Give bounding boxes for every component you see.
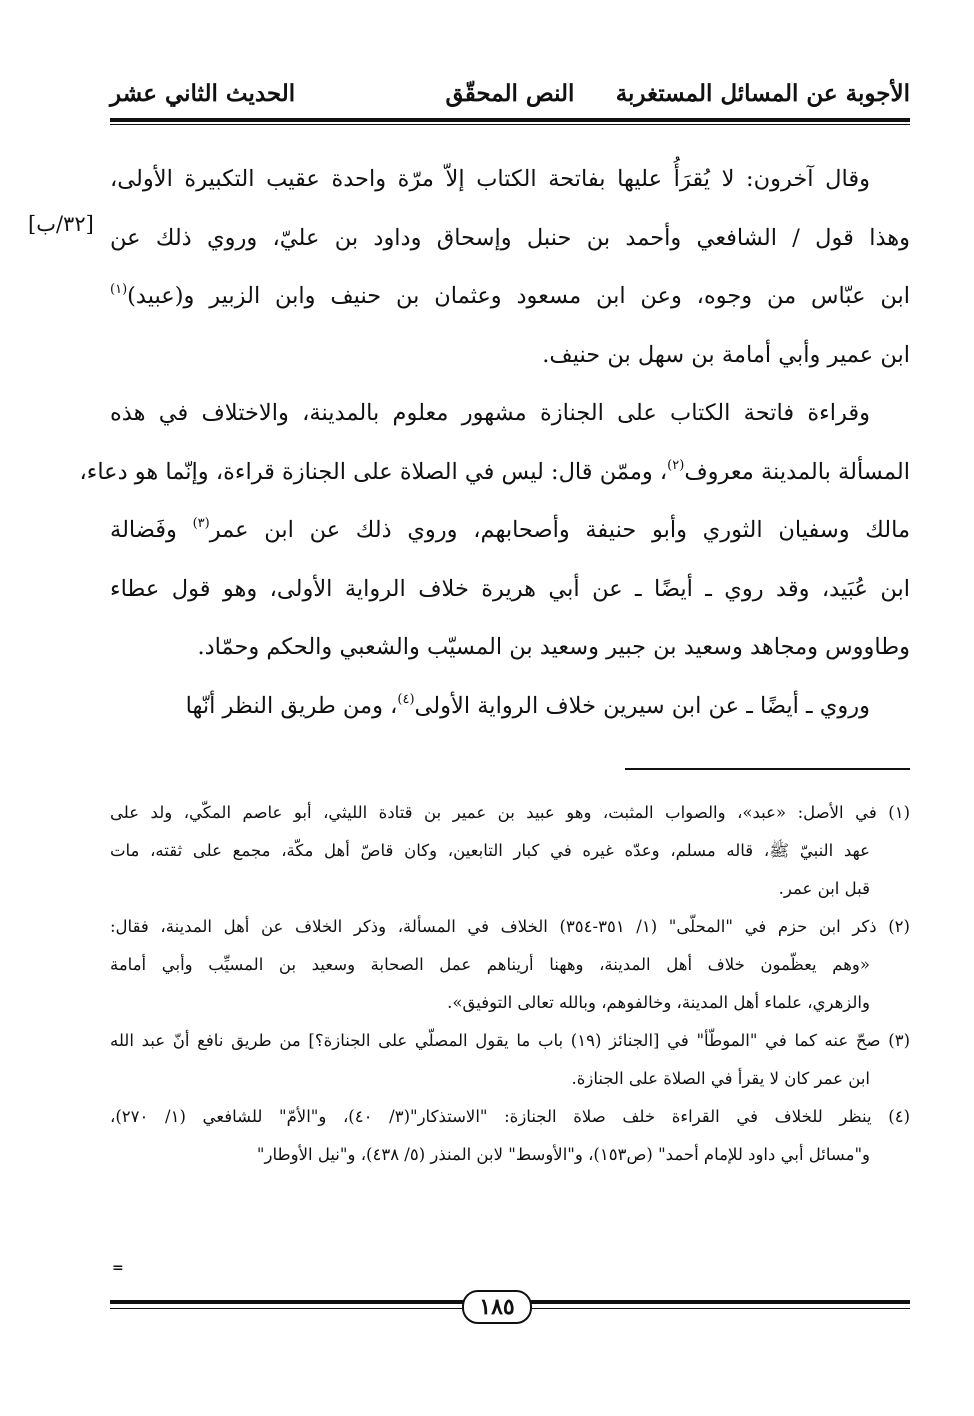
footnote-ref: (١) — [110, 282, 128, 297]
text-line: ابن عبّاس من وجوه، وعن ابن مسعود وعثمان بن حنيف وابن الزبير و(عبيد)$^{(١)}$ — [110, 282, 910, 309]
footnote-line: عهد النبيّ ﷺ، قاله مسلم، وعدّه غيره في كبار التابعين، وكان قاصّ أهل مكّة، مجمع على ثقته، مات — [110, 841, 870, 860]
text-line: وقال آخرون: لا يُقرَأُ عليها بفاتحة الكتاب إلاّ مرّة واحدة عقيب التكبيرة الأولى، — [110, 166, 870, 192]
text-line: المسألة بالمدينة معروف$^{(٢)}$، وممّن قال: ليس في الصلاة على الجنازة قراءة، وإنّما هو دعاء، — [79, 457, 910, 485]
footnote-separator — [625, 768, 910, 770]
text-line: وقراءة فاتحة الكتاب على الجنازة مشهور معلوم بالمدينة، والاختلاف في هذه — [110, 400, 870, 426]
footnote-line: (٢) ذكر ابن حزم في "المحلّى" (١/ ٣٥١-٣٥٤) الخلاف في المسألة، وذكر الخلاف عن أهل المدينة، فقال: — [110, 917, 910, 936]
manuscript-folio-note: [٣٢/ب] — [28, 212, 94, 236]
footnote-ref: (٤) — [397, 691, 415, 707]
header-rule — [110, 118, 910, 122]
footnote-line: و"مسائل أبي داود للإمام أحمد" (ص١٥٣)، و"الأوسط" لابن المنذر (٥/ ٤٣٨)، و"نيل الأوطار" — [256, 1145, 870, 1164]
page-number: ١٨٥ — [462, 1290, 532, 1324]
text-line: ابن عمير وأبي أمامة بن سهل بن حنيف. — [542, 341, 910, 368]
text-line: وهذا قول / الشافعي وأحمد بن حنبل وإسحاق وداود بن عليّ، وروي ذلك عن — [110, 224, 910, 251]
section-title: النص المحقّق — [445, 80, 575, 107]
footnote-ref: (٣) — [192, 516, 210, 531]
text-line: ابن عُبَيد، وقد روي ـ أيضًا ـ عن أبي هريرة خلاف الرواية الأولى، وهو قول عطاء — [110, 575, 910, 602]
footnote-line: «وهم يعظّمون خلاف أهل المدينة، وههنا أريناهم عمل الصحابة وسعيد بن المسيِّب وأبي أمامة — [110, 955, 870, 974]
text-line: مالك وسفيان الثوري وأبو حنيفة وأصحابهم، وروي ذلك عن ابن عمر$^{(٣)}$ وفَضالة — [110, 516, 910, 543]
footnote-ref: (٢) — [667, 457, 685, 473]
chapter-title: الحديث الثاني عشر — [110, 80, 296, 107]
book-title: الأجوبة عن المسائل المستغربة — [615, 80, 910, 107]
footnote-line: (٤) ينظر للخلاف في القراءة خلف صلاة الجنازة: "الاستذكار"(٣/ ٤٠)، و"الأمّ" للشافعي (١/ ٢٧٠)، — [110, 1107, 910, 1126]
running-header — [110, 80, 910, 116]
footnote-line: (٣) صحّ عنه كما في "الموطّأ" في [الجنائز (١٩) باب ما يقول المصلّي على الجنازة؟] من طريق نافع أنّ عبد الله — [110, 1031, 910, 1050]
main-text — [79, 150, 910, 735]
text-line: وروي ـ أيضًا ـ عن ابن سيرين خلاف الرواية الأولى$^{(٤)}$، ومن طريق النظر أنّها — [185, 691, 870, 719]
footnote-line: ابن عمر كان لا يقرأ في الصلاة على الجنازة. — [571, 1069, 870, 1088]
footnotes — [110, 794, 910, 1174]
header-rule-thin — [110, 124, 910, 125]
footnote-line: (١) في الأصل: «عبد»، والصواب المثبت، وهو عبيد بن عمير بن قتادة الليثي، أبو عاصم المكّي، ولد على — [110, 803, 910, 822]
text-line: وطاووس ومجاهد وسعيد بن جبير وسعيد بن المسيّب والشعبي والحكم وحمّاد. — [197, 634, 910, 660]
footnote-line: قبل ابن عمر. — [778, 879, 870, 898]
footnote-continuation-mark: = — [112, 1260, 124, 1276]
footnote-line: والزهري، علماء أهل المدينة، وخالفوهم، وبالله تعالى التوفيق». — [447, 993, 870, 1012]
